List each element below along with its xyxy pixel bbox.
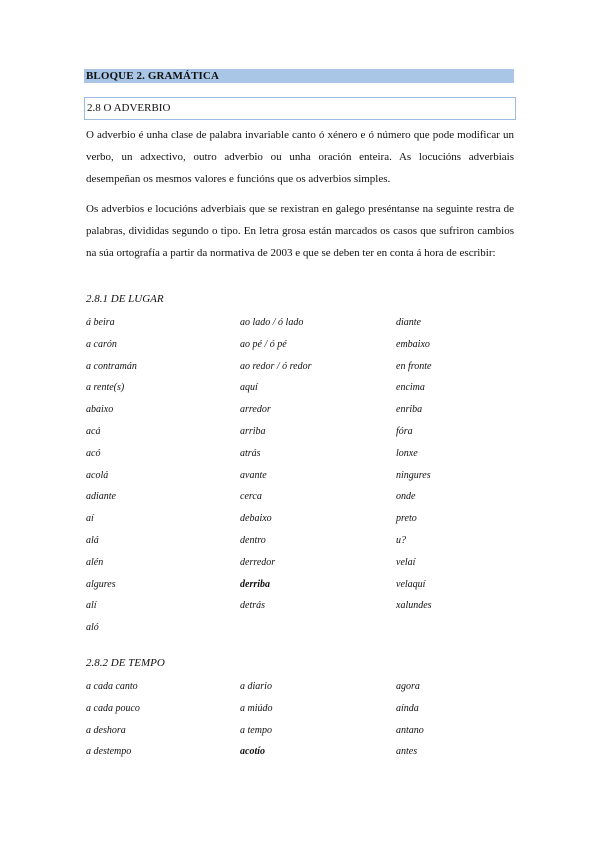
list-item: a cada canto <box>86 681 138 692</box>
list-item: xalundes <box>396 600 432 612</box>
list-item: algures <box>86 578 116 590</box>
subsection-heading-lugar: 2.8.1 DE LUGAR <box>86 293 164 305</box>
list-item: antano <box>396 724 424 736</box>
list-item: a destempo <box>86 746 132 758</box>
list-item: arriba <box>240 425 266 437</box>
list-item: velaquí <box>396 578 426 590</box>
list-item: a rente(s) <box>86 382 125 394</box>
list-item: onde <box>396 491 416 503</box>
list-item: a diario <box>240 681 272 692</box>
list-item: detrás <box>240 600 265 612</box>
list-item: atrás <box>240 447 261 459</box>
list-item: arredor <box>240 404 271 416</box>
list-item: en fronte <box>396 360 432 372</box>
list-item: aínda <box>396 702 419 714</box>
list-item: ao redor / ó redor <box>240 360 312 372</box>
lugar-word-grid <box>86 316 516 643</box>
list-item: agora <box>396 681 420 692</box>
list-item: enriba <box>396 404 423 416</box>
list-item: velaí <box>396 556 416 568</box>
tempo-word-grid <box>86 680 516 767</box>
list-item: ao lado / ó lado <box>240 317 304 328</box>
list-item: diante <box>396 317 421 328</box>
list-item <box>396 621 516 643</box>
list-item: avante <box>240 469 267 481</box>
section-title: 2.8 O ADVERBIO <box>84 97 516 120</box>
list-item: aquí <box>240 382 258 394</box>
list-item: derredor <box>240 556 276 568</box>
list-item-bold: acotío <box>240 746 265 758</box>
list-item: alá <box>86 534 99 546</box>
list-item: ningures <box>396 469 431 481</box>
list-item: ao pé / ó pé <box>240 338 287 350</box>
list-item: a cada pouco <box>86 702 140 714</box>
list-item: a deshora <box>86 724 126 736</box>
list-item: cerca <box>240 491 262 503</box>
list-item: antes <box>396 746 418 758</box>
list-item: a contramán <box>86 360 137 372</box>
list-item: encima <box>396 382 425 394</box>
list-item: preto <box>396 513 417 525</box>
list-item: u? <box>396 534 406 546</box>
list-item: adiante <box>86 491 116 503</box>
block-heading: BLOQUE 2. GRAMÁTICA <box>84 69 514 83</box>
list-item: á beira <box>86 317 115 328</box>
list-item: dentro <box>240 534 266 546</box>
list-item: acó <box>86 447 101 459</box>
list-item: embaixo <box>396 338 430 350</box>
subsection-heading-tempo: 2.8.2 DE TEMPO <box>86 657 165 669</box>
list-item: abaixo <box>86 404 114 416</box>
list-item: a carón <box>86 338 117 350</box>
list-item <box>240 621 396 643</box>
list-item: alí <box>86 600 97 612</box>
list-item: acolá <box>86 469 109 481</box>
list-item-bold: derriba <box>240 578 270 590</box>
list-item: a miúdo <box>240 702 273 714</box>
list-item: aí <box>86 513 94 525</box>
list-item: a tempo <box>240 724 272 736</box>
list-item: aló <box>86 622 99 634</box>
list-item: alén <box>86 556 104 568</box>
list-item: lonxe <box>396 447 418 459</box>
list-intro-paragraph: Os adverbios e locucións adverbiais que se rexistran en galego preséntanse na seguinte restra de palabras, divididas segundo o tipo. En letra grosa están marcados os casos que sufriron cambios na súa ortografía a partir da normativa de 2003 e que se deben ter en conta á hora de escribir: <box>86 203 514 259</box>
list-item: acá <box>86 425 101 437</box>
list-item: fóra <box>396 425 413 437</box>
intro-paragraph: O adverbio é unha clase de palabra invariable canto ó xénero e ó número que pode modificar un verbo, un adxectivo, outro adverbio ou unha oración enteira. As locucións adverbiais desempeñan os mesmos valores e funcións que os adverbios simples. <box>86 129 514 185</box>
list-item: debaixo <box>240 513 272 525</box>
